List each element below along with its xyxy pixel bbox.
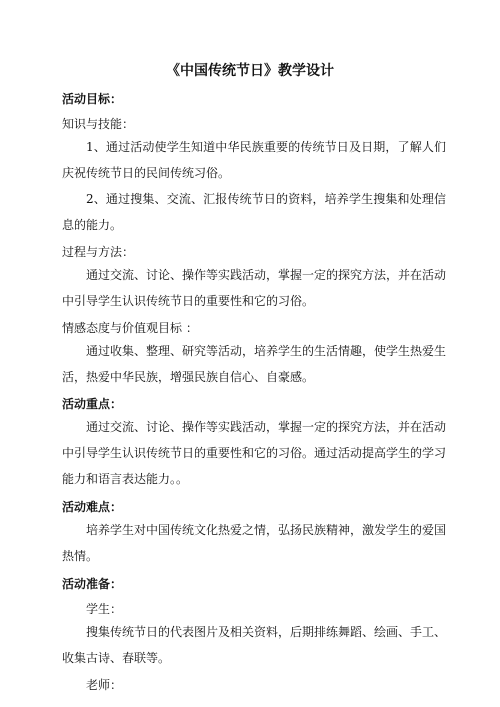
- difficulty-heading: 活动难点：: [62, 500, 123, 514]
- process-heading: 过程与方法：: [62, 245, 135, 259]
- knowledge-paragraph-1: 1、通过活动使学生知道中华民族重要的传统节日及日期，了解人们庆祝传统节日的民间传统习俗。: [62, 140, 446, 180]
- key-points-heading: 活动重点：: [62, 397, 123, 411]
- document-title: 《中国传统节日》教学设计: [166, 63, 334, 79]
- difficulty-paragraph: 培养学生对中国传统文化热爱之情，弘扬民族精神，激发学生的爱国热情。: [62, 523, 447, 563]
- preparation-heading: 活动准备：: [62, 577, 123, 591]
- goals-heading: 活动目标：: [62, 92, 123, 106]
- preparation-teacher-label: 老师：: [86, 678, 123, 692]
- knowledge-paragraph-2: 2、通过搜集、交流、汇报传统节日的资料，培养学生搜集和处理信息的能力。: [62, 192, 446, 232]
- attitude-heading: 情感态度与价值观目标 ：: [62, 321, 198, 335]
- key-points-paragraph: 通过交流、讨论、操作等实践活动，掌握一定的探究方法，并在活动中引导学生认识传统节日的重要性和它的习俗。通过活动提高学生的学习能力和语言表达能力。。: [62, 420, 447, 486]
- process-paragraph: 通过交流、讨论、操作等实践活动，掌握一定的探究方法，并在活动中引导学生认识传统节日的重要性和它的习俗。: [62, 268, 447, 308]
- preparation-student-label: 学生：: [86, 602, 123, 616]
- preparation-student-paragraph: 搜集传统节日的代表图片及相关资料，后期排练舞蹈、绘画、手工、收集古诗、春联等。: [62, 625, 447, 665]
- attitude-paragraph: 通过收集、整理、研究等活动，培养学生的生活情趣，使学生热爱生活，热爱中华民族，增强民族自信心、自豪感。: [62, 344, 447, 384]
- knowledge-heading: 知识与技能：: [62, 117, 135, 131]
